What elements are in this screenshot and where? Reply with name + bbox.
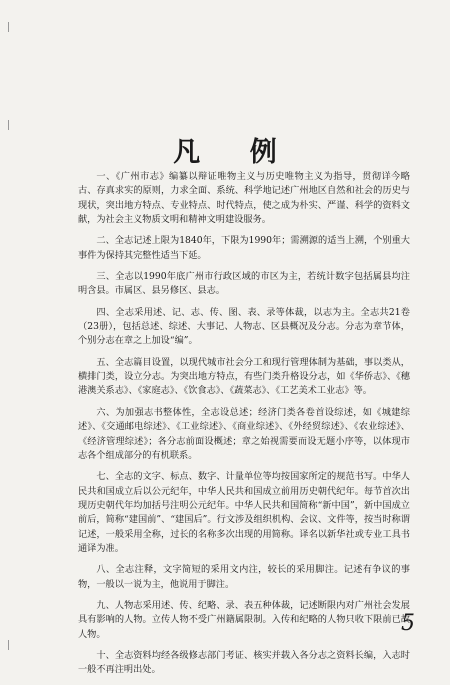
paragraph: 一、《广州市志》编纂以辩证唯物主义与历史唯物主义为指导，贯彻详今略古、存真求实的原则，力求全面、系统、科学地记述广州地区自然和社会的历史与现状，突出地方特点、专业特点、时代特点，使之成为朴实、严谨、科学的资料文献，为社会主义物质文明和精神文明建设服务。 xyxy=(78,171,410,226)
paragraph: 五、全志篇目设置，以现代城市社会分工和现行管理体制为基础，事以类从，横排门类，设立分志。为突出地方特点，有些门类升格设分志，如《华侨志》、《穗港澳关系志》、《家庭志》、《饮食志》、《蔬菜志》、《工艺美术工业志》等。 xyxy=(78,356,410,397)
page-title: 凡 例 xyxy=(173,137,297,169)
paragraph: 十、全志资料均经各级修志部门考证、核实并载入各分志之资料长编，入志时一般不再注明出处。 xyxy=(78,649,410,676)
page-number: 5 xyxy=(401,611,415,636)
scan-artifact xyxy=(8,22,9,32)
paragraph: 六、为加强志书整体性，全志设总述；经济门类各卷首设综述，如《城建综述》、《交通邮电综述》、《工业综述》、《商业综述》、《外经贸综述》、《农业综述》、《经济管理综述》；各分志前面设概述；章之始视需要而设无题小序等，以体现市志各个组成部分的有机联系。 xyxy=(78,406,410,461)
paragraph: 七、全志的文字、标点、数字、计量单位等均按国家所定的规范书写。中华人民共和国成立后以公元纪年，中华人民共和国成立前用历史朝代纪年。每节首次出现历史朝代年均加括号注明公元纪年。中华人民共和国简称“新中国”，新中国成立前后，简称“建国前”、“建国后”。行文涉及组织机构、会议、文件等，按当时称谓记述，一般采用全称，过长的名称多次出现的用简称。译名以新华社或专业工具书通译为准。 xyxy=(78,471,410,554)
paragraph: 二、全志记述上限为1840年，下限为1990年；需溯源的适当上溯，个别重大事件为保持其完整性适当下延。 xyxy=(78,235,410,261)
paragraph: 四、全志采用述、记、志、传、图、表、录等体裁，以志为主。全志共21卷（23册），包括总述、综述、大事记、人物志、区县概况及分志。分志为章节体，个别分志在章之上加设“编”。 xyxy=(78,306,410,347)
paragraph: 三、全志以1990年底广州市行政区域的市区为主，若统计数字包括属县均注明含县。市属区、县另修区、县志。 xyxy=(78,271,410,297)
scan-artifact xyxy=(8,640,9,650)
scan-artifact xyxy=(8,120,9,130)
document-body xyxy=(78,170,410,685)
paragraph: 八、全志注释，文字简短的采用文内注，较长的采用脚注。记述有争议的事物，一般以一说为主，他说用于脚注。 xyxy=(78,564,410,590)
paragraph: 九、人物志采用述、传、纪略、录、表五种体裁，记述断限内对广州社会发展具有影响的人物。立传人物不受广州籍属限制。入传和纪略的人物只收下限前已故人物。 xyxy=(78,599,410,640)
